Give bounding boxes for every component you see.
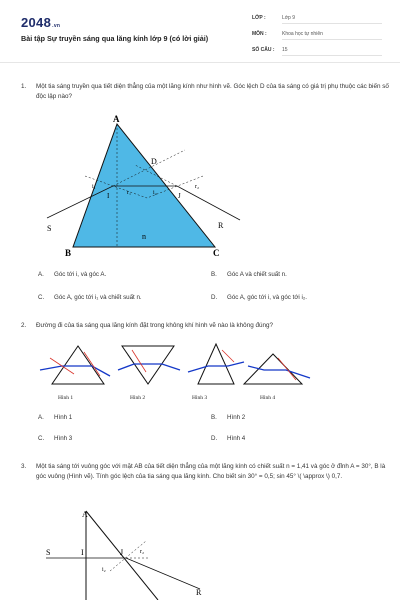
angle-i1-label: i₁ bbox=[92, 184, 96, 190]
question-number: 1. bbox=[21, 83, 27, 90]
site-logo[interactable]: 2048.vn bbox=[21, 15, 61, 30]
page-header: 2048.vn Bài tập Sự truyền sáng qua lăng kính lớp 9 (có lời giải) LỚP : Lớp 9 MÔN : Khoa học tự nhiên SỐ CÂU : 15 bbox=[0, 0, 400, 63]
option-2d[interactable]: D. Hình 4 bbox=[211, 435, 246, 442]
vertex-b-label: B bbox=[65, 248, 72, 258]
vertex-c-label: C bbox=[213, 248, 220, 258]
question-text: Đường đi của tia sáng qua lăng kính đặt trong không khí hình vẽ nào là không đúng? bbox=[36, 322, 273, 329]
option-1a[interactable]: A. Góc tới i, và góc A. bbox=[38, 271, 107, 278]
point-i-label: I bbox=[107, 192, 110, 200]
ray-s-label: S bbox=[46, 548, 51, 557]
option-1b[interactable]: B. Góc A và chiết suất n. bbox=[211, 271, 287, 278]
deviation-d-label: D bbox=[151, 157, 157, 166]
option-2c[interactable]: C. Hình 3 bbox=[38, 435, 73, 442]
question-text: Một tia sáng tới vuông góc với mặt AB của tiết diện thẳng của một lăng kính có chiết suất n = 1,41 và góc ở đỉnh A = 30°, B là góc vuông (Hình vẽ). Tính góc lệch của tia sáng qua lăng kính. Cho biết sin 30° = 0,5; sin 45° \( \approx \) 0,7. bbox=[36, 463, 386, 480]
question-number: 2. bbox=[21, 322, 27, 329]
index-n-label: n bbox=[142, 232, 146, 241]
angle-r2-label: r₂ bbox=[195, 184, 200, 190]
prism-diagram-q1 bbox=[35, 110, 250, 260]
prism-diagram-q3 bbox=[38, 505, 238, 600]
angle-i2-label: i₂ bbox=[153, 190, 157, 196]
caption-figure-1: Hình 1 bbox=[58, 395, 74, 401]
point-j-label: J bbox=[120, 548, 124, 557]
caption-figure-4: Hình 4 bbox=[260, 395, 276, 401]
angle-r1-label: r₁ bbox=[127, 190, 132, 196]
point-i-label: I bbox=[81, 548, 84, 557]
option-2b[interactable]: B. Hình 2 bbox=[211, 414, 246, 421]
ray-r-label: R bbox=[196, 588, 202, 597]
caption-figure-3: Hình 3 bbox=[192, 395, 208, 401]
vertex-a-label: A bbox=[113, 114, 120, 124]
option-1d[interactable]: D. Góc A, góc tới i, và góc tới i₂. bbox=[211, 294, 307, 301]
angle-i2-label: i₂ bbox=[102, 567, 106, 573]
point-j-label: J bbox=[178, 192, 181, 200]
vertex-a-label: A bbox=[82, 510, 88, 519]
ray-s-label: S bbox=[47, 224, 52, 233]
prism-figures-q2 bbox=[38, 340, 318, 392]
ray-r-label: R bbox=[218, 221, 224, 230]
question-text: Một tia sáng truyền qua tiết diện thẳng của một lăng kính như hình vẽ. Góc lệch D của tia sáng có giá trị phụ thuộc các biến số độc lập nào? bbox=[36, 83, 389, 100]
angle-r2-label: r₂ bbox=[140, 549, 145, 555]
option-2a[interactable]: A. Hình 1 bbox=[38, 414, 73, 421]
question-number: 3. bbox=[21, 463, 27, 470]
option-1c[interactable]: C. Góc A, góc tới i₁ và chiết suất n. bbox=[38, 294, 142, 301]
caption-figure-2: Hình 2 bbox=[130, 395, 146, 401]
document-title: Bài tập Sự truyền sáng qua lăng kính lớp 9 (có lời giải) bbox=[21, 34, 209, 43]
